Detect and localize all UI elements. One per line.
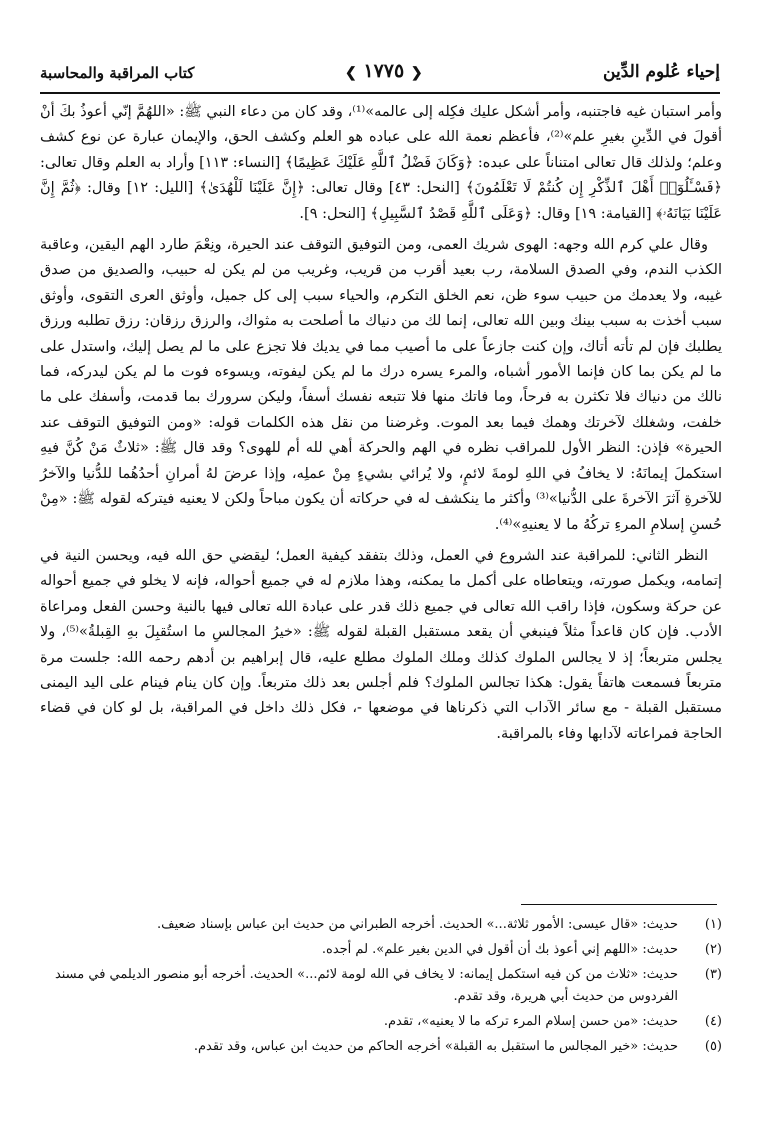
paragraph-3: النظر الثاني: للمراقبة عند الشروع في العمل، وذلك بتفقد كيفية العمل؛ ليقضي حق الله فيه، ويحسن النية في إتمامه، ويكمل صورته، ويتعاطاه على أكمل ما يمكنه، وهذا ملازم له في جميع أحواله، فإنه لا يخلو في جميع أحواله عن حركة وسكون، فإذا راقب الله تعالى في جميع ذلك قدر على عبادة الله تعالى فيها بالنية وحسن الفعل ومراعاة الأدب. فإن كان قاعداً مثلاً فينبغي أن يقعد مستقبل القبلة لقوله ﷺ: «خيرُ المجالسِ ما استُقبِلَ بهِ القِبلةُ»⁽⁵⁾، ولا يجلس متربعاً؛ إذ لا يجالس الملوك كذلك وملك الملوك مطلع عليه، قال إبراهيم بن أدهم رحمه الله: جلست مرة متربعاً فسمعت هاتفاً يقول: هكذا تجالس الملوك؟ فلم أجلس بعد ذلك متربعاً. وإن كان ينام فينام على اليد اليمنى مستقبل القبلة - مع سائر الآداب التي ذكرناها في موضعها -، فكل ذلك داخل في المراقبة، بل لو كان في قضاء الحاجة فمراعاته لآدابها وفاء بالمراقبة. — [40, 547, 723, 742]
footnote — [40, 939, 722, 961]
footnote-text: حديث: «من حسن إسلام المرء تركه ما لا يعنيه»، تقدم. — [383, 1014, 678, 1029]
page-header — [40, 58, 720, 94]
paragraph-1: وأمر استبان غيه فاجتنبه، وأمر أشكل عليك فكِله إلى عالمه»⁽¹⁾، وقد كان من دعاء النبي ﷺ: «اللهُمَّ إنّي أعوذُ بكَ أنْ أقولَ في الدِّينِ بغيرِ علم»⁽²⁾، فأعظم نعمة الله على عباده هو العلم وكشف الحق، والإيمان عبارة عن نوع كشف وعلم؛ ولذلك قال تعالى امتناناً على عبده: ﴿وَكَانَ فَضْلُ ٱللَّهِ عَلَيْكَ عَظِيمًا﴾ [النساء: ١١٣] وأراد به العلم وقال تعالى: ﴿فَسْـَٔلُوٓا۟ أَهْلَ ٱلذِّكْرِ إِن كُنتُمْ لَا تَعْلَمُونَ﴾ [النحل: ٤٣] وقال تعالى: ﴿إِنَّ عَلَيْنَا لَلْهُدَىٰ﴾ [الليل: ١٢] وقال: ﴿ثُمَّ إِنَّ عَلَيْنَا بَيَانَهُۥ﴾ [القيامة: ١٩] وقال: ﴿وَعَلَى ٱللَّهِ قَصْدُ ٱلسَّبِيلِ﴾ [النحل: ٩]. — [40, 104, 722, 222]
footnote-number: (٢) — [704, 942, 722, 957]
footnote-text: حديث: «ثلاث من كن فيه استكمل إيمانه: لا يخاف في الله لومة لائم...» الحديث. أخرجه أبو منصور الديلمي في مسند الفردوس من حديث أبي هريرة، وقد تقدم. — [54, 967, 678, 1004]
ornament-right-icon: ❯ — [410, 65, 423, 81]
footnote — [40, 914, 722, 936]
footnote-number: (٥) — [704, 1039, 722, 1054]
footnote-text: حديث: «قال عيسى: الأمور ثلاثة...» الحديث. أخرجه الطبراني من حديث ابن عباس بإسناد ضعيف. — [157, 917, 678, 932]
footnote-text: حديث: «خير المجالس ما استقبل به القبلة» أخرجه الحاكم من حديث ابن عباس، وقد تقدم. — [193, 1039, 678, 1054]
main-text — [40, 100, 722, 753]
footnote — [40, 964, 722, 1008]
page-number — [345, 60, 423, 82]
footnote — [40, 1011, 722, 1033]
footnote-number: (٣) — [704, 967, 722, 982]
footnote-number: (١) — [704, 917, 722, 932]
footnotes — [40, 914, 722, 1061]
chapter-title: كتاب المراقبة والمحاسبة — [40, 64, 195, 82]
page-number-value: ١٧٧٥ — [363, 60, 405, 82]
paragraph-2: وقال علي كرم الله وجهه: الهوى شريك العمى، ومن التوفيق التوقف عند الحيرة، ونِعْمَ طارد الهم اليقين، وعاقبة الكذب الندم، وفي الصدق السلامة، رب بعيد أقرب من قريب، وغريب من لم يكن له حبيب، والصديق من صدق غيبه، ولا يعدمك من حبيب سوء ظن، نعم الخلق التكرم، والحياء سبب إلى كل جميل، وأوثق العرى التقوى، وأوثق سبب أخذت به سبب بينك وبين الله تعالى، إنما لك من دنياك ما أصلحت به مثواك، والرزق رزقان: رزق تطلبه ورزق يطلبك فإن لم تأته أتاك، وإن كنت جازعاً على ما أصيب مما في يديك فلا تجزع على ما لم يصل إليك، واستدل على ما لم يكن بما كان فإنما الأمور أشباه، والمرء يسره درك ما لم يكن ليفوته، ويسوءه فوت ما لم يكن ليدركه، فما نالك من دنياك فلا تكثرن به فرحاً، وما فاتك منها فلا تتبعه نفسك أسفاً، وليكن سرورك بما قدمت، وأسفك على ما خلفت، وشغلك لآخرتك وهمك فيما بعد الموت. وغرضنا من نقل هذه الكلمات قوله: «ومن التوفيق التوقف عند الحيرة» فإذن: النظر الأول للمراقب نظره في الهم والحركة أهي لله أم للهوى؟ وقد قال ﷺ: «ثلاثٌ مَنْ كُنَّ فيهِ استكملَ إيمانَهُ: لا يخافُ في اللهِ لومةَ لائمٍ، ولا يُرائي بشيءٍ مِنْ عملِه، وإذا عرضَ لهُ أمرانِ أحدُهُما للدُّنيا والآخرُ للآخرةِ آثرَ الآخرةَ على الدُّنيا»⁽³⁾ وأكثر ما ينكشف له في حركاته أن يكون مباحاً ولكن لا يعنيه فيتركه لقوله ﷺ: «مِنْ حُسنِ إسلامِ المرءِ تركُهُ ما لا يعنيهِ»⁽⁴⁾. — [40, 237, 722, 533]
ornament-left-icon: ❮ — [345, 65, 357, 81]
footnote-divider — [521, 904, 717, 905]
footnote-text: حديث: «اللهم إني أعوذ بك أن أقول في الدين بغير علم». لم أجده. — [321, 942, 678, 957]
book-title: إحياء عُلوم الدِّين — [603, 62, 720, 82]
footnote — [40, 1036, 722, 1058]
footnote-number: (٤) — [704, 1014, 722, 1029]
